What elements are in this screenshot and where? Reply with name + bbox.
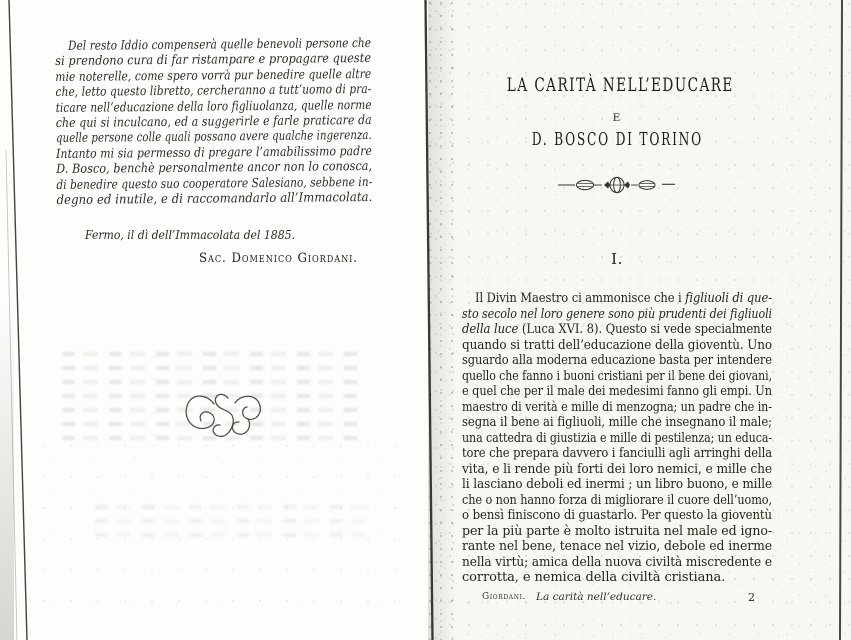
chapter-title-line2: D. BOSCO DI TORINO [531,130,703,150]
left-paragraph-line: che qui si inculcano, ed a suggerirle e farle praticare da [55,111,372,130]
body-line: quello che fanno i buoni cristiani per il bene dei giovani, [462,368,772,384]
divider-ornament-icon [462,176,772,198]
body-line: della luce (Luca XVI. 8). Questo si vede specialmente [462,322,772,337]
chapter-title-conjunction: E [612,112,622,124]
body-line: una cattedra di giustizia e mille di pestilenza; un educa- [462,430,772,446]
body-line: vita, e li rende più forti dei loro nemici, e mille che [462,461,772,477]
right-margin-grain-band [795,0,845,640]
chapter-title-line1: LA CARITÀ NELL’EDUCARE [506,74,734,96]
signature-prefix: Sac. [199,251,227,266]
running-footer [462,591,772,605]
left-paragraph-line: che, letto questo libretto, cercheranno a tutt’uomo di pra- [55,81,372,100]
body-line: e quel che per il male dei medesimi fanno gli empi. Un [462,384,772,399]
calligraphic-flourish-icon [180,386,272,448]
page-number: 2 [748,591,755,604]
body-line: sto secolo nel loro genere sono più prudenti dei figliuoli [462,306,772,322]
paper-grain-left [40,440,410,620]
right-body [462,291,772,586]
left-paragraph-line: di benedire questo suo cooperatore Salesiano, sebbene in- [56,173,373,192]
left-paragraph-line: degno ed inutile, e di raccomandarlo all’Immacolata. [56,188,373,207]
footer-author: Giordani. [482,592,527,602]
body-line: maestro di verità e mille di menzogna; un padre che in- [462,399,772,415]
section-number: I. [611,250,623,268]
body-line: quando si tratti dell’educazione della gioventù. Uno [462,337,772,353]
body-line: sguardo alla moderna educazione basta per intendere [462,353,772,368]
left-paragraph-line: quelle persone colle quali possano avere qualche ingerenza. [55,127,372,146]
left-paragraph-line: si prendono cura di far ristampare e propagare queste [55,50,372,69]
left-paragraph-line: D. Bosco, benchè personalmente ancor non lo conosca, [56,158,373,177]
body-line: o bensì finiscono di guastarlo. Per questo la gioventù [462,508,772,523]
body-line: per la più parte è molto istruita nel male ed igno- [462,523,772,539]
body-line: rante nel bene, tenace nel vizio, debole ed inerme [462,539,772,554]
footer-work-title: La carità nell’educare. [536,591,657,603]
signature-name: Domenico Giordani. [231,251,358,266]
body-line: nella virtù; amica della nuova civiltà miscredente e [462,554,772,570]
left-edge-shadow [0,300,14,640]
body-line: tore che prepara davvero i fanciulli agli arringhi della [462,446,772,461]
left-paragraph [55,35,373,207]
signature [199,251,373,266]
dateline: Fermo, il dì dell’Immacolata del 1885. [85,228,295,242]
right-page [428,0,851,640]
body-line: corrotta, e nemica della civiltà cristiana. [462,570,726,585]
body-line: segna il bene ai figliuoli, mille che insegnano il male; [462,415,772,430]
body-line: Il Divin Maestro ci ammonisce che i figliuoli di que- [475,291,772,306]
left-paragraph-line: Intanto mi sia permesso di pregare l’amabilissimo padre [56,142,373,161]
left-paragraph-line: mie noterelle, come spero vorrà pur benedire quelle altre [55,65,372,84]
body-line: che o non hanno forza di migliorare il cuore dell’uomo, [462,492,772,508]
right-page-column [462,0,772,640]
left-paragraph-line: Del resto Iddio compenserà quelle benevoli persone che [67,34,372,53]
left-paragraph-line: ticare nell’educazione della loro figliuolanza, quelle norme [55,96,372,115]
gutter-grain-band [428,0,462,640]
body-line: li lasciano deboli ed inermi ; un libro buono, e mille [462,477,772,492]
